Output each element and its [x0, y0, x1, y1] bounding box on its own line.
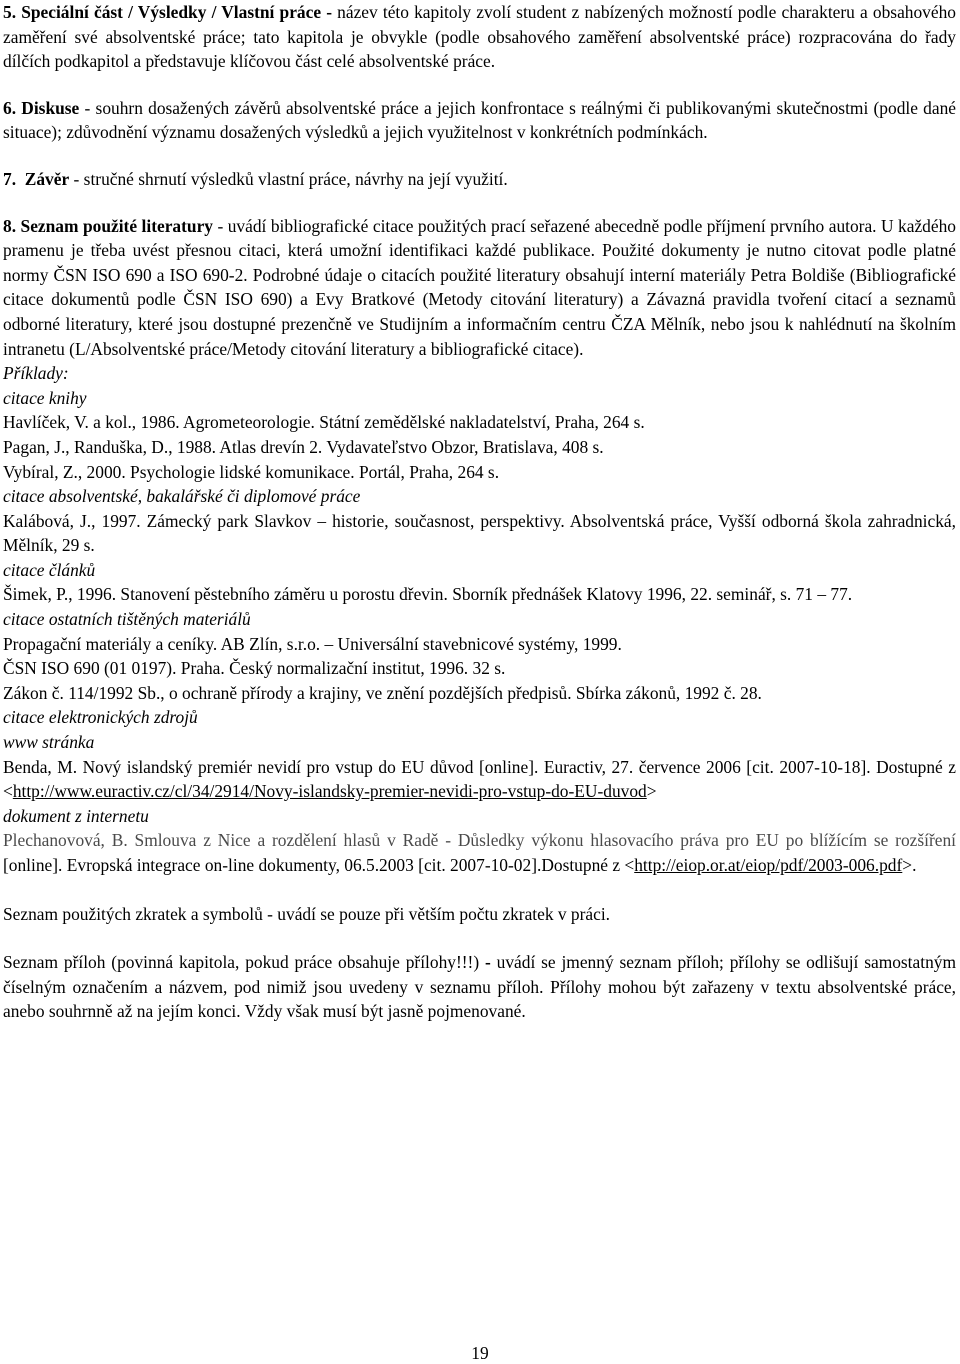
- citation-web-1-link[interactable]: http://www.euractiv.cz/cl/34/2914/Novy-islandsky-premier-nevidi-pro-vstup-do-EU-duvod: [12, 781, 647, 802]
- appendix-paragraph: [3, 950, 956, 1024]
- section-7-text: - stručné shrnutí výsledků vlastní práce, návrhy na její využití.: [69, 168, 508, 189]
- appendix-dash: -: [484, 952, 491, 973]
- section-6-text: - souhrn dosažených závěrů absolventské práce a jejich konfrontace s reálnými či publikovanými skutečnostmi (podle dané situace); zdůvodnění významu dosažených výsledků a jejich využitelnost v konkrétních podmínkách.: [3, 97, 957, 143]
- category-printed: citace ostatních tištěných materiálů: [3, 609, 251, 630]
- section-8-heading: 8. Seznam použité literatury: [3, 215, 213, 236]
- section-6-heading: 6. Diskuse: [3, 97, 80, 118]
- section-5-heading: 5. Speciální část / Výsledky / Vlastní práce -: [3, 2, 333, 22]
- examples-title: Příklady:: [3, 363, 69, 384]
- citation-internet-1-text: [online]. Evropská integrace on-line dokumenty, 06.5.2003 [cit. 2007-10-02].Dostupné z <: [3, 855, 635, 875]
- citation-book-2: Pagan, J., Randuška, D., 1988. Atlas drevín 2. Vydavateľstvo Obzor, Bratislava, 408 s.: [3, 436, 604, 457]
- section-5: [3, 0, 956, 74]
- category-internet: dokument z internetu: [3, 805, 149, 826]
- citation-printed-3: Zákon č. 114/1992 Sb., o ochraně přírody a krajiny, ve znění pozdějších předpisů. Sbírka zákonů, 1992 č. 28.: [3, 682, 762, 703]
- category-article: citace článků: [3, 559, 96, 580]
- citation-book-1: Havlíček, V. a kol., 1986. Agrometeorologie. Státní zemědělské nakladatelství, Praha, 264 s.: [3, 412, 645, 433]
- category-electronic: citace elektronických zdrojů: [3, 707, 198, 728]
- section-8-text: - uvádí bibliografické citace použitých prací seřazené abecedně podle příjmení prvního autora. U každého pramenu je třeba uvést přesnou citaci, která umožní identifikaci každé publikace. Použité dokumenty je nutno citovat podle platné normy ČSN ISO 690 a ISO 690-2. Podrobné údaje o citacích použité literatury obsahují interní materiály Petra Boldiše (Bibliografické citace dokumentů podle ČSN ISO 690) a Evy Bratkové (Metody citování literatury) a Závazná pravidla tvoření citací a seznamů odborné literatury, které jsou dostupné prezenčně ve Studijním a informačním centru ČZA Mělník, nebo jsou k nahlédnutí na školním intranetu (L/Absolventské práce/Metody citování literatury a bibliografické citace).: [3, 215, 956, 359]
- citation-book-3: Vybíral, Z., 2000. Psychologie lidské komunikace. Portál, Praha, 264 s.: [3, 461, 500, 482]
- citation-internet-1-link[interactable]: http://eiop.or.at/eiop/pdf/2003-006.pdf: [634, 855, 903, 875]
- abbreviations-paragraph: Seznam použitých zkratek a symbolů - uvádí se pouze při větším počtu zkratek v práci.: [3, 903, 611, 924]
- citation-web-1-end: >: [646, 781, 657, 802]
- section-7-heading: Závěr: [24, 168, 70, 189]
- category-thesis: citace absolventské, bakalářské či diplomové práce: [3, 486, 361, 507]
- citation-web-1: [3, 755, 956, 804]
- section-5-text: název této kapitoly zvolí student z nabízených možností podle charakteru a obsahového zaměření své absolventské práce; tato kapitola je obvykle (podle obsahového zaměření absolventské práce) rozpracována do řady dílčích podkapitol a představuje klíčovou část celé absolventské práce.: [3, 2, 956, 72]
- citation-article-1: Šimek, P., 1996. Stanovení pěstebního záměru u porostu dřevin. Sborník přednášek Klatovy 1996, 22. seminář, s. 71 – 77.: [3, 584, 853, 605]
- citation-internet-1-title: Plechanovová, B. Smlouva z Nice a rozdělení hlasů v Radě - Důsledky výkonu hlasovacího práva pro EU po blížícím se rozšíření: [3, 830, 956, 851]
- section-6: [3, 96, 956, 145]
- appendix-heading: Seznam příloh (povinná kapitola, pokud práce obsahuje přílohy!!!): [3, 952, 485, 973]
- citation-printed-1: Propagační materiály a ceníky. AB Zlín, s.r.o. – Universální stavebnicové systémy, 1999.: [3, 633, 622, 654]
- citation-internet-1-end: >.: [902, 855, 917, 875]
- appendix-text: uvádí se jmenný seznam příloh; přílohy se odlišují samostatným číselným označením a názvem, pod nimiž jsou uvedeny v seznamu příloh. Přílohy mohou být zařazeny v textu absolventské práce, anebo souhrnně až na jejím konci. Vždy však musí být jasně pojmenované.: [3, 952, 956, 1022]
- document-page: [3, 0, 956, 1024]
- section-7-number: 7.: [3, 168, 17, 189]
- citation-thesis-1: Kalábová, J., 1997. Zámecký park Slavkov – historie, současnost, perspektivy. Absolventská práce, Vyšší odborná škola zahradnická, Mělník, 29 s.: [3, 510, 956, 556]
- citation-examples: [3, 361, 956, 877]
- category-web: www stránka: [3, 732, 95, 753]
- citation-printed-2: ČSN ISO 690 (01 0197). Praha. Český normalizační institut, 1996. 32 s.: [3, 658, 506, 679]
- citation-web-1-text: Benda, M. Nový islandský premiér nevidí pro vstup do EU důvod [online]. Euractiv, 27. července 2006 [cit. 2007-10-18]. Dostupné z <: [3, 756, 956, 802]
- category-book: citace knihy: [3, 387, 87, 408]
- section-7: [3, 167, 956, 192]
- citation-internet-1: [3, 828, 956, 877]
- page-number: 19: [471, 1343, 489, 1363]
- section-8: [3, 214, 956, 362]
